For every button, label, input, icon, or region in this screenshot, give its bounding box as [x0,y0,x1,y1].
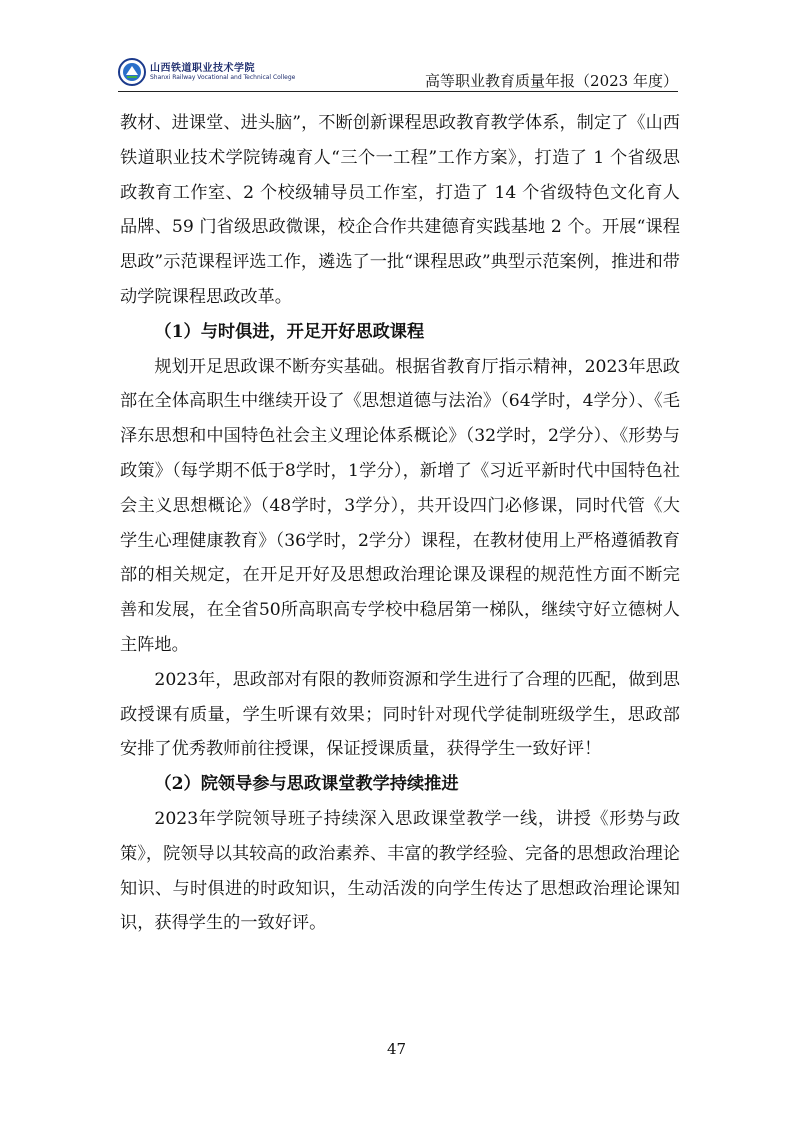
section-heading: （2）院领导参与思政课堂教学持续推进 [154,774,459,795]
paragraph: 2023年学院领导班子持续深入思政课堂教学一线，讲授《形势与政策》，院领导以其较高的政治素养、丰富的教学经验、完备的思想政治理论知识、与时俱进的时政知识，生动活泼的向学生传达了思想政治理论课知识，获得学生的一致好评。 [120,808,680,934]
page-body [120,106,680,941]
section-heading: （1）与时俱进，开足开好思政课程 [154,321,425,342]
paragraph: 规划开足思政课不断夯实基础。根据省教育厅指示精神，2023年思政部在全体高职生中继续开设了《思想道德与法治》（64学时，4学分）、《毛泽东思想和中国特色社会主义理论体系概论》（32学时，2学分）、《形势与政策》（每学期不低于8学时，1学分），新增了《习近平新时代中国特色社会主义思想概论》（48学时，3学分），共开设四门必修课，同时代管《大学生心理健康教育》（36学时，2学分）课程，在教材使用上严格遵循教育部的相关规定，在开足开好及思想政治理论课及课程的规范性方面不断完善和发展，在全省50所高职高专学校中稳居第一梯队，继续守好立德树人主阵地。 [120,356,680,655]
college-name-en: Shanxi Railway Vocational and Technical College [150,74,296,81]
college-logo-icon [118,58,146,86]
page-number: 47 [386,1040,407,1058]
header-divider [118,91,678,92]
college-name-cn: 山西铁道职业技术学院 [150,63,255,74]
page-header [118,56,678,90]
paragraph: 2023年，思政部对有限的教师资源和学生进行了合理的匹配，做到思政授课有质量，学生听课有效果；同时针对现代学徒制班级学生，思政部安排了优秀教师前往授课，保证授课质量，获得学生一致好评！ [120,669,680,760]
paragraph: 教材、进课堂、进头脑”，不断创新课程思政教育教学体系，制定了《山西铁道职业技术学院铸魂育人“三个一工程”工作方案》，打造了 1 个省级思政教育工作室、2 个校级辅导员工作室，打造了 14 个省级特色文化育人品牌、59 门省级思政微课，校企合作共建德育实践基地 2 个。开展“课程思政”示范课程评选工作，遴选了一批“课程思政”典型示范案例，推进和带动学院课程思政改革。 [120,113,680,307]
report-title: 高等职业教育质量年报（2023 年度） [425,72,678,90]
